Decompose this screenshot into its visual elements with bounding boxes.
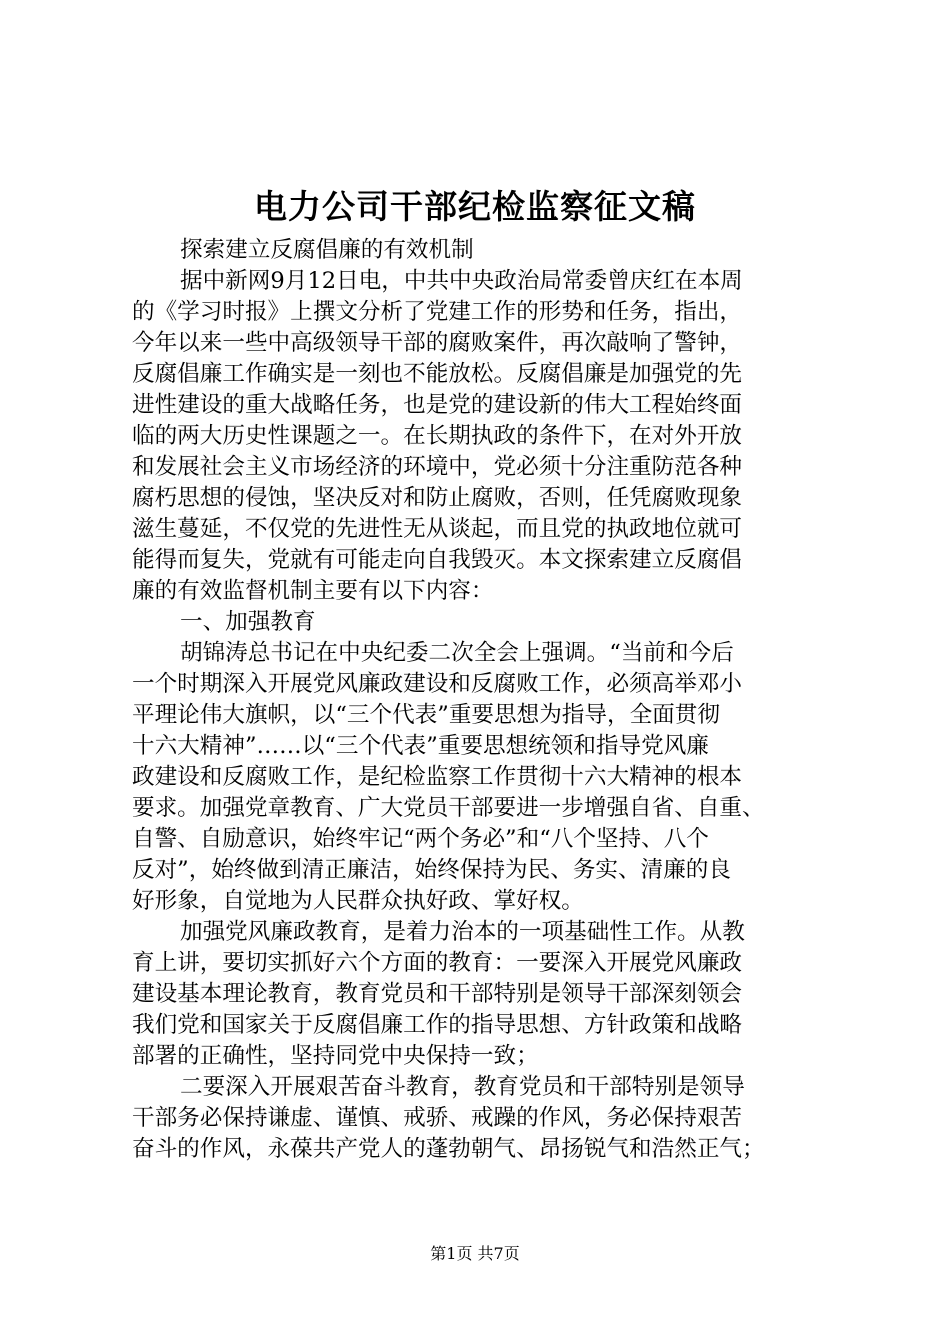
- page-number-footer: 第1页 共7页: [430, 1244, 520, 1263]
- paragraph-line: 加强党风廉政教育，是着力治本的一项基础性工作。从教: [180, 919, 745, 945]
- paragraph-line: 反腐倡廉工作确实是一刻也不能放松。反腐倡廉是加强党的先: [132, 361, 743, 387]
- paragraph-line: 十六大精神”……以“三个代表”重要思想统领和指导党风廉: [132, 733, 709, 759]
- paragraph-line: 要求。加强党章教育、广大党员干部要进一步增强自省、自重、: [132, 795, 765, 821]
- paragraph-line: 反对”，始终做到清正廉洁，始终保持为民、务实、清廉的良: [132, 857, 731, 883]
- paragraph-line: 今年以来一些中高级领导干部的腐败案件，再次敲响了警钟，: [132, 330, 743, 356]
- paragraph-line: 和发展社会主义市场经济的环境中，党必须十分注重防范各种: [132, 454, 743, 480]
- paragraph-line: 好形象，自觉地为人民群众执好政、掌好权。: [132, 888, 584, 914]
- paragraph-line: 自警、自励意识，始终牢记“两个务必”和“八个坚持、八个: [132, 826, 709, 852]
- paragraph-line: 的《学习时报》上撰文分析了党建工作的形势和任务，指出，: [132, 299, 743, 325]
- paragraph-line: 能得而复失，党就有可能走向自我毁灭。本文探索建立反腐倡: [132, 547, 743, 573]
- paragraph-line: 据中新网9月12日电，中共中央政治局常委曾庆红在本周: [180, 268, 743, 294]
- paragraph-line: 一个时期深入开展党风廉政建设和反腐败工作，必须高举邓小: [132, 671, 743, 697]
- subtitle-line: 探索建立反腐倡廉的有效机制: [180, 237, 474, 263]
- document-title: 电力公司干部纪检监察征文稿: [254, 187, 696, 226]
- paragraph-line: 我们党和国家关于反腐倡廉工作的指导思想、方针政策和战略: [132, 1012, 743, 1038]
- paragraph-line: 廉的有效监督机制主要有以下内容：: [132, 578, 494, 604]
- section-heading: 一、加强教育: [180, 609, 316, 635]
- paragraph-line: 政建设和反腐败工作，是纪检监察工作贯彻十六大精神的根本: [132, 764, 743, 790]
- paragraph-line: 进性建设的重大战略任务，也是党的建设新的伟大工程始终面: [132, 392, 743, 418]
- paragraph-line: 腐朽思想的侵蚀，坚决反对和防止腐败，否则，任凭腐败现象: [132, 485, 743, 511]
- paragraph-line: 奋斗的作风，永葆共产党人的蓬勃朝气、昂扬锐气和浩然正气；: [132, 1136, 765, 1162]
- paragraph-line: 干部务必保持谦虚、谨慎、戒骄、戒躁的作风，务必保持艰苦: [132, 1105, 743, 1131]
- paragraph-line: 部署的正确性，坚持同党中央保持一致；: [132, 1043, 539, 1069]
- paragraph-line: 二要深入开展艰苦奋斗教育，教育党员和干部特别是领导: [180, 1074, 745, 1100]
- paragraph-line: 临的两大历史性课题之一。在长期执政的条件下，在对外开放: [132, 423, 743, 449]
- paragraph-line: 育上讲，要切实抓好六个方面的教育：一要深入开展党风廉政: [132, 950, 743, 976]
- document-body: [132, 235, 832, 1165]
- paragraph-line: 胡锦涛总书记在中央纪委二次全会上强调。“当前和今后: [180, 640, 734, 666]
- paragraph-line: 滋生蔓延，不仅党的先进性无从谈起，而且党的执政地位就可: [132, 516, 743, 542]
- paragraph-line: 建设基本理论教育，教育党员和干部特别是领导干部深刻领会: [132, 981, 743, 1007]
- paragraph-line: 平理论伟大旗帜，以“三个代表”重要思想为指导，全面贯彻: [132, 702, 720, 728]
